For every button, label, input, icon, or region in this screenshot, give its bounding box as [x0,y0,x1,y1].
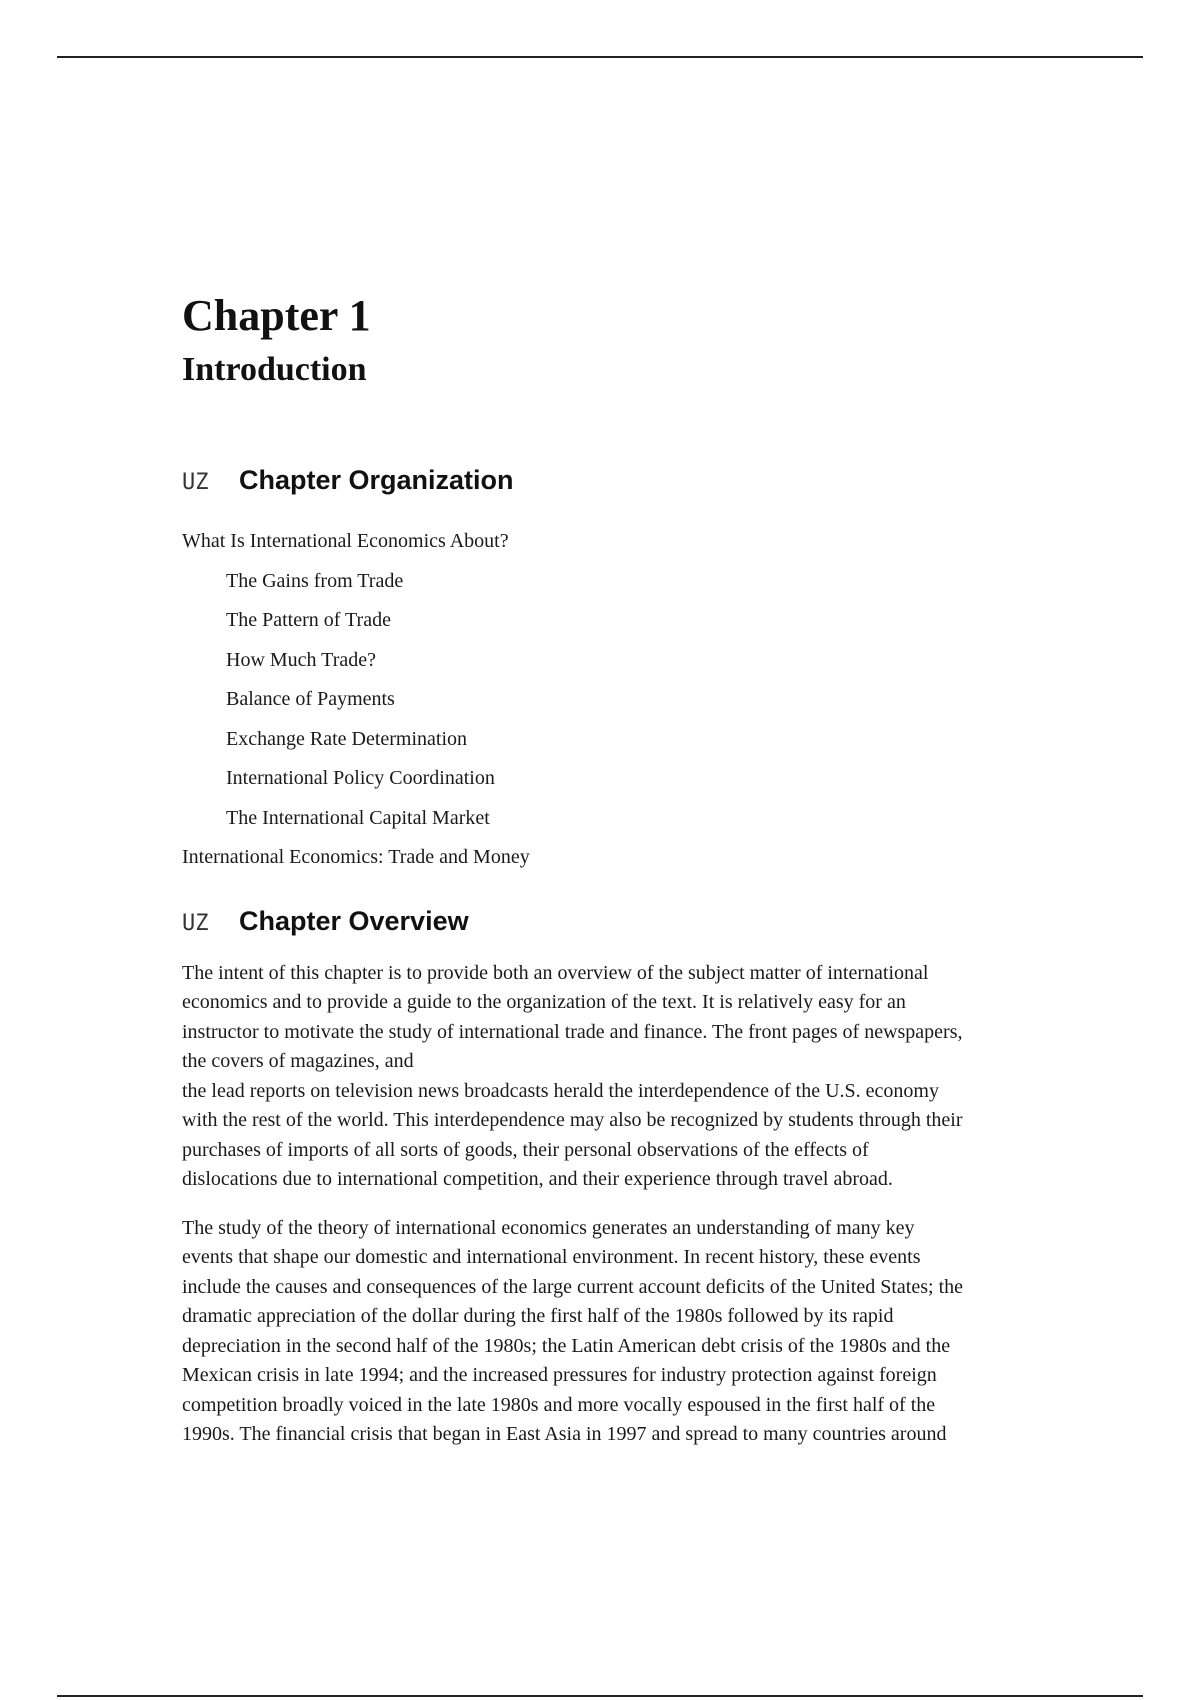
paragraph-line: economics and to provide a guide to the organization of the text. It is relatively easy for an [182,991,906,1013]
toc-subitem: Exchange Rate Determination [226,727,468,750]
overview-paragraph-2 [182,1214,1062,1450]
toc-subitem: The Gains from Trade [226,569,404,592]
toc-subitem: International Policy Coordination [226,767,495,789]
section-bullet-icon: UZ [182,470,209,495]
paragraph-line: dramatic appreciation of the dollar during the first half of the 1980s followed by its rapid [182,1305,894,1327]
bottom-rule [57,1695,1143,1697]
paragraph-line: the covers of magazines, and [182,1050,414,1072]
toc-item: International Economics: Trade and Money [182,846,530,868]
paragraph-line: The study of the theory of international economics generates an understanding of many key [182,1216,915,1239]
top-rule [57,56,1143,58]
paragraph-line: 1990s. The financial crisis that began in East Asia in 1997 and spread to many countries around [182,1423,947,1445]
toc-item: What Is International Economics About? [182,530,509,552]
chapter-organization-list [182,522,1062,878]
toc-subitem: How Much Trade? [226,648,376,671]
paragraph-line: competition broadly voiced in the late 1980s and more vocally espoused in the first half of the [182,1393,936,1416]
paragraph-line: Mexican crisis in late 1994; and the increased pressures for industry protection against foreign [182,1364,937,1386]
paragraph-line: The intent of this chapter is to provide both an overview of the subject matter of international [182,961,929,984]
overview-paragraph-1 [182,959,1062,1195]
paragraph-line: the lead reports on television news broadcasts herald the interdependence of the U.S. economy [182,1079,939,1102]
paragraph-line: with the rest of the world. This interdependence may also be recognized by students through their [182,1109,963,1131]
paragraph-line: include the causes and consequences of the large current account deficits of the United States; the [182,1275,964,1298]
paragraph-line: dislocations due to international competition, and their experience through travel abroad. [182,1168,893,1190]
paragraph-line: purchases of imports of all sorts of goods, their personal observations of the effects of [182,1138,869,1161]
page-content [182,290,1062,1450]
chapter-title: Introduction [182,351,367,388]
section-bullet-icon: UZ [182,910,209,936]
section-heading-organization [182,465,1062,496]
toc-subitem: Balance of Payments [226,688,395,710]
section-title-organization: Chapter Organization [239,465,514,495]
paragraph-line: events that shape our domestic and international environment. In recent history, these events [182,1246,921,1268]
section-title-overview: Chapter Overview [239,905,469,936]
section-heading-overview [182,906,1062,937]
toc-subitem: The Pattern of Trade [226,609,391,631]
paragraph-line: instructor to motivate the study of international trade and finance. The front pages of newspapers, [182,1020,963,1043]
toc-subitem: The International Capital Market [226,806,490,829]
paragraph-line: depreciation in the second half of the 1980s; the Latin American debt crisis of the 1980s and the [182,1334,951,1357]
chapter-number: Chapter 1 [182,291,371,340]
